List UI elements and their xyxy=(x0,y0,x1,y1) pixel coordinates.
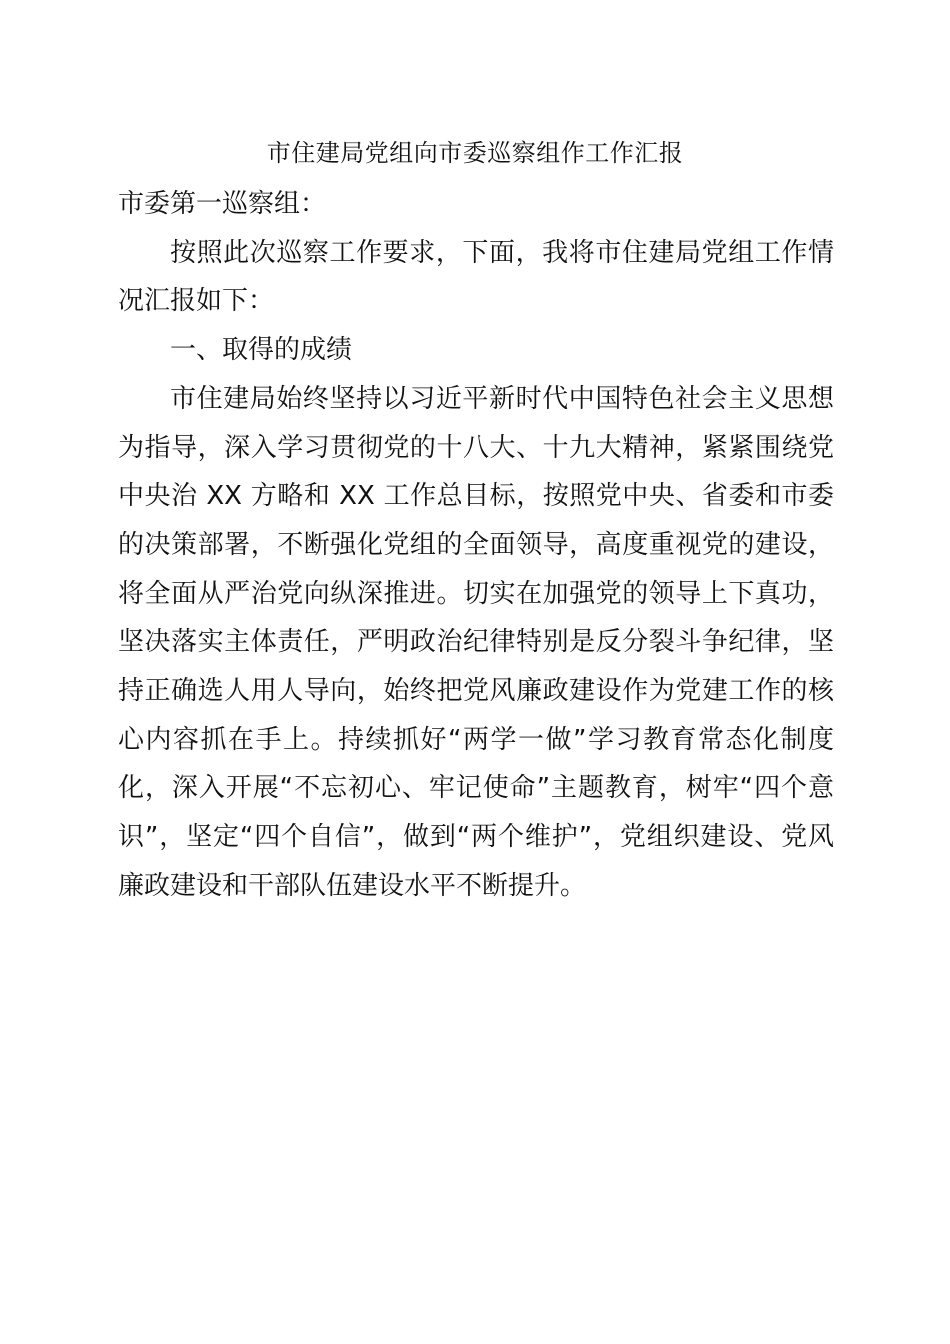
salutation: 市委第一巡察组： xyxy=(118,189,327,219)
achievements-paragraph: 市住建局始终坚持以习近平新时代中国特色社会主义思想为指导，深入学习贯彻党的十八大、十九大精神，紧紧围绕党中央治 XX 方略和 XX 工作总目标，按照党中央、省委和市委的决策部署，不断强化党组的全面领导，高度重视党的建设，将全面从严治党向纵深推进。切实在加强党的领导上下真功，坚决落实主体责任，严明政治纪律特别是反分裂斗争纪律，坚持正确选人用人导向，始终把党风廉政建设作为党建工作的核心内容抓在手上。持续抓好“两学一做”学习教育常态化制度化，深入开展“不忘初心、牢记使命”主题教育，树牢“四个意识”，坚定“四个自信”，做到“两个维护”，党组织建设、党风廉政建设和干部队伍建设水平不断提升。 xyxy=(118,383,834,901)
intro-paragraph: 按照此次巡察工作要求，下面，我将市住建局党组工作情况汇报如下： xyxy=(118,237,834,317)
section-heading: 一、取得的成绩 xyxy=(170,335,353,366)
document-title: 市住建局党组向市委巡察组作工作汇报 xyxy=(266,139,684,167)
document-body xyxy=(118,180,834,911)
